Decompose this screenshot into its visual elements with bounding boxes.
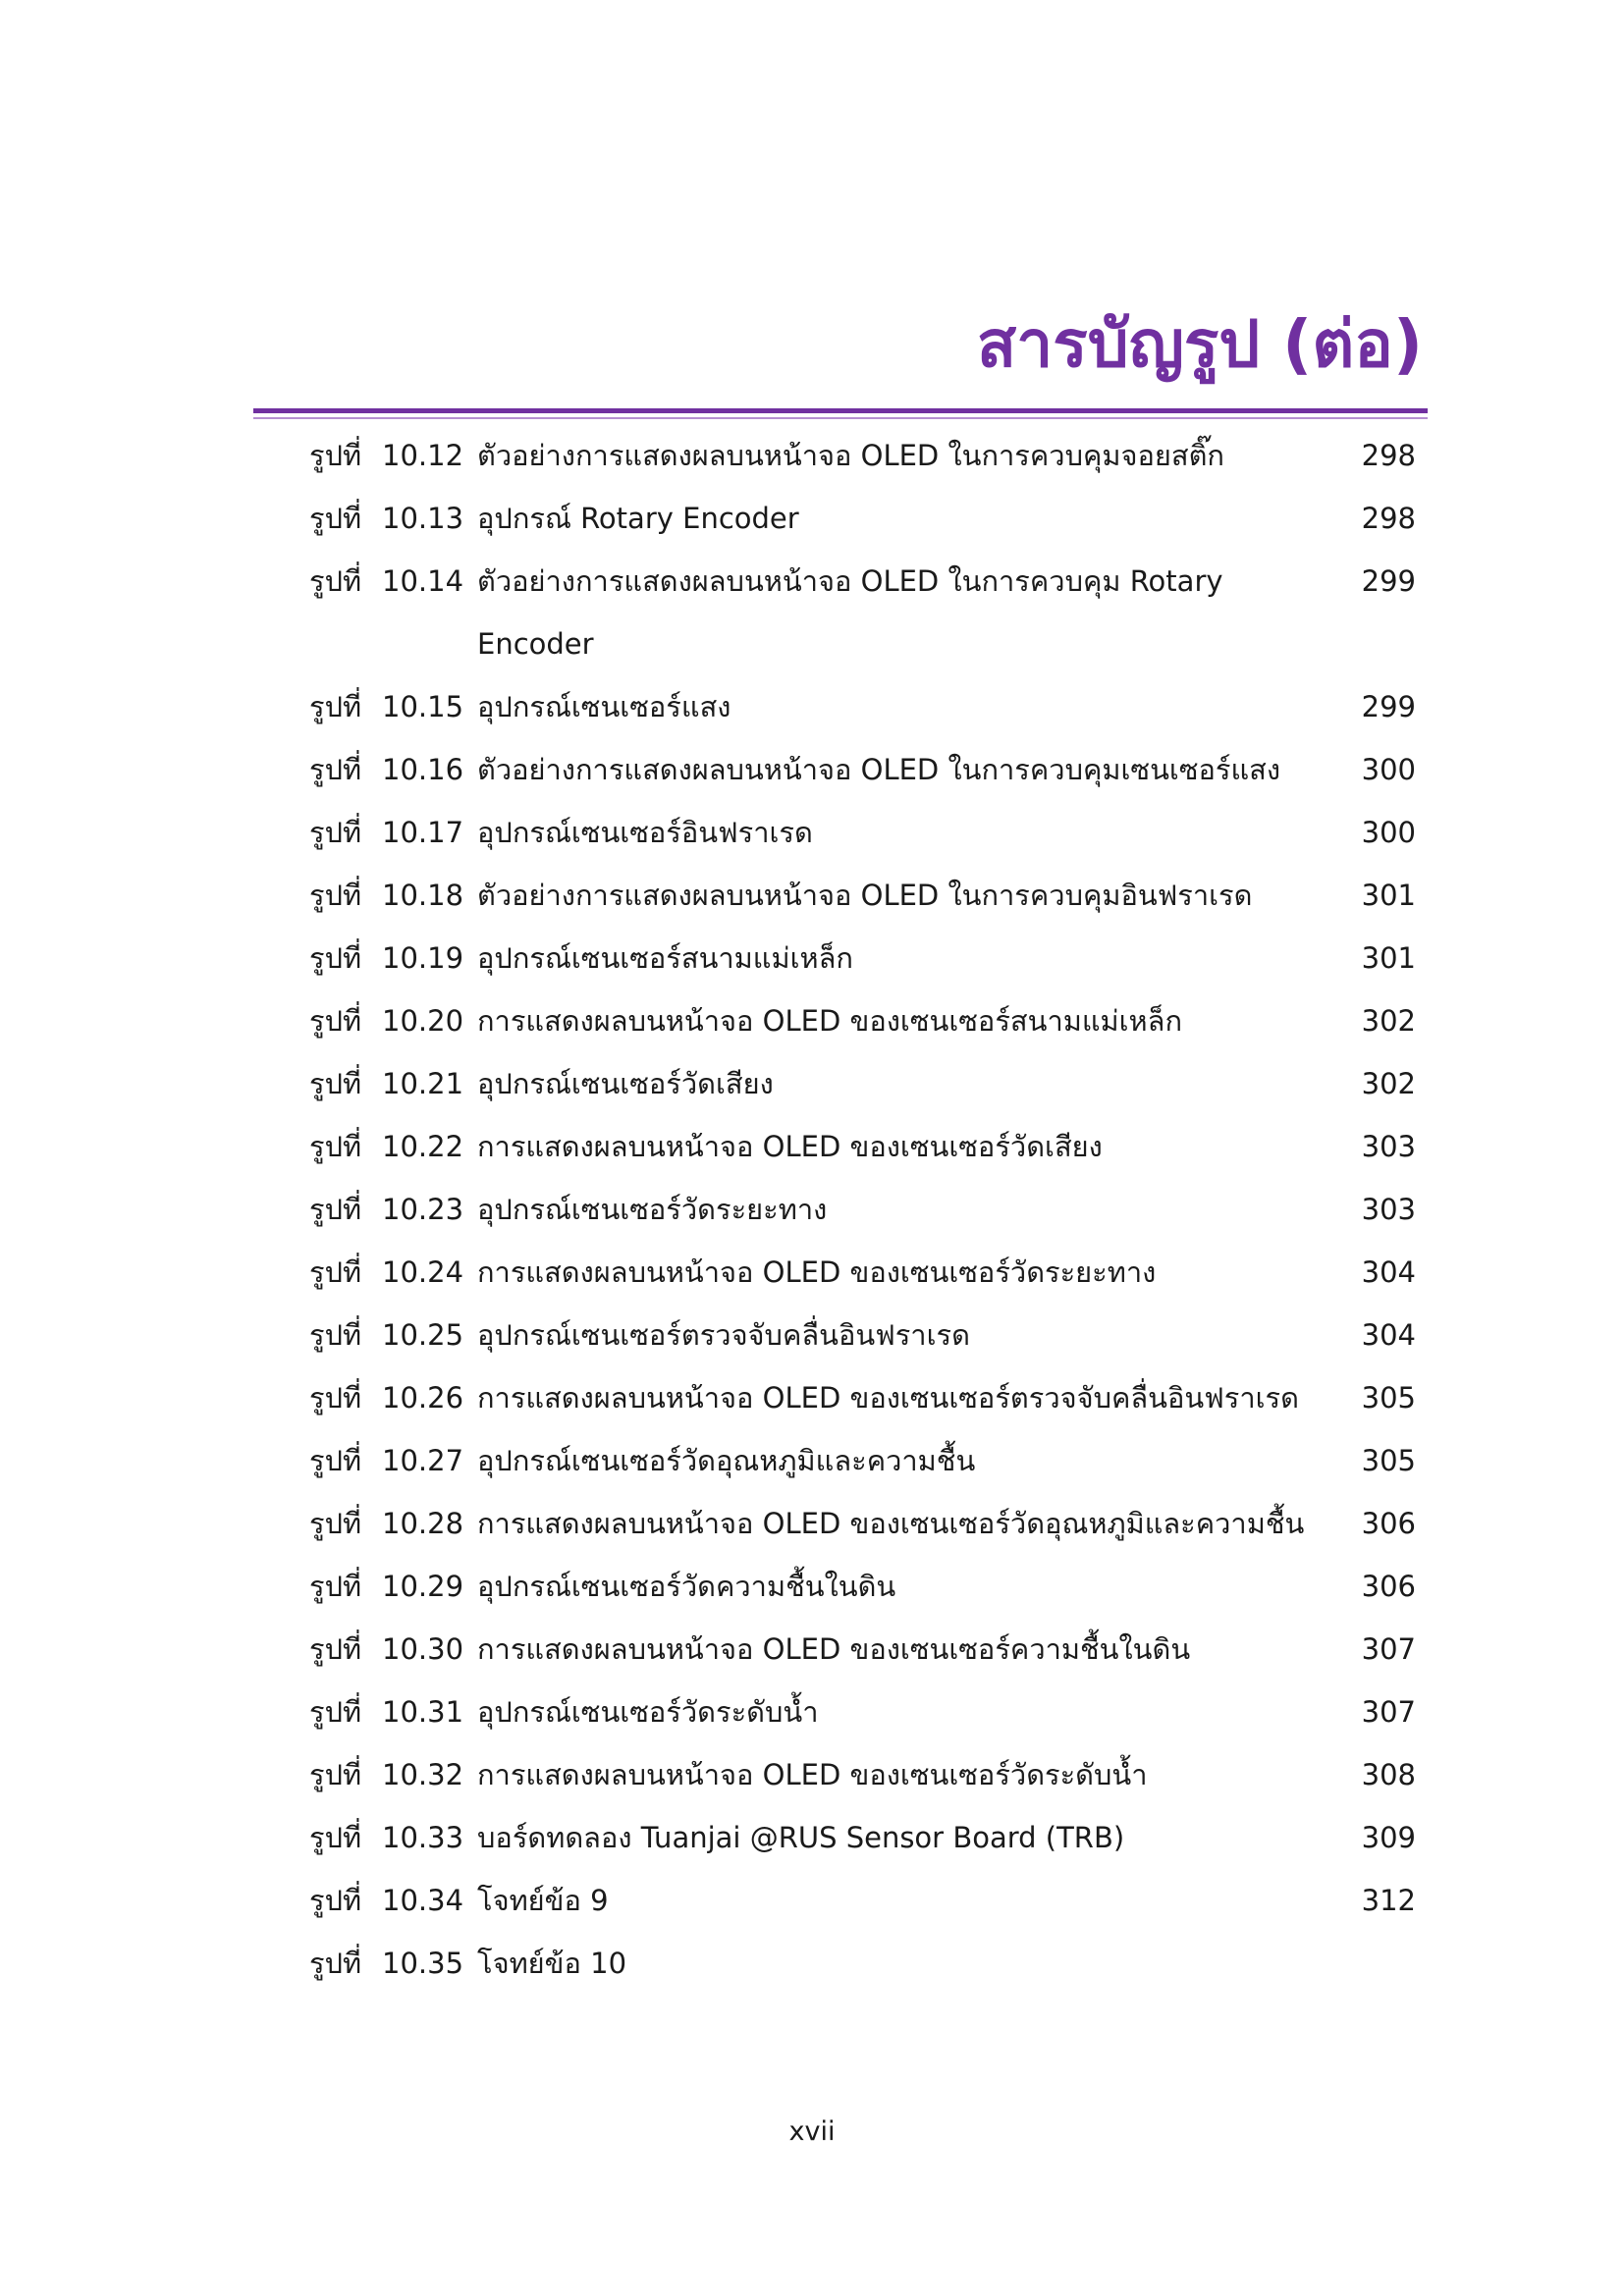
entry-line	[0, 801, 1624, 864]
figure-entry[interactable]	[0, 989, 1624, 1052]
figure-title: โจทย์ข้อ 10	[477, 1947, 627, 1980]
figure-number: 10.35	[382, 1947, 464, 1980]
entry-line	[0, 1429, 1624, 1492]
figure-title: อุปกรณ์เซนเซอร์วัดอุณหภูมิและความชื้น	[477, 1444, 976, 1477]
figure-page-number: 304	[1361, 1255, 1416, 1289]
figure-page-number: 303	[1361, 1130, 1416, 1163]
figure-page-number: 304	[1361, 1318, 1416, 1352]
figure-title: การแสดงผลบนหน้าจอ OLED ของเซนเซอร์วัดระดับน้ำ	[477, 1758, 1148, 1791]
figure-title: การแสดงผลบนหน้าจอ OLED ของเซนเซอร์ตรวจจับคลื่นอินฟราเรด	[477, 1381, 1299, 1415]
figure-page-number: 305	[1361, 1444, 1416, 1477]
figure-number: 10.25	[382, 1318, 464, 1352]
figure-prefix: รูปที่	[309, 1632, 362, 1666]
figure-title: ตัวอย่างการแสดงผลบนหน้าจอ OLED ในการควบคุมอินฟราเรด	[477, 879, 1253, 912]
figure-page-number: 301	[1361, 941, 1416, 975]
figure-entry[interactable]	[0, 927, 1624, 989]
figure-page-number: 307	[1361, 1632, 1416, 1666]
entry-line	[0, 1932, 1624, 1995]
figure-prefix: รูปที่	[309, 1821, 362, 1854]
figure-page-number: 306	[1361, 1570, 1416, 1603]
figure-page-number: 308	[1361, 1758, 1416, 1791]
figure-page-number: 302	[1361, 1004, 1416, 1038]
figure-entry[interactable]	[0, 1052, 1624, 1115]
figure-number: 10.32	[382, 1758, 464, 1791]
title-underline-thin	[253, 417, 1428, 419]
figure-number: 10.13	[382, 502, 464, 535]
figure-title: อุปกรณ์เซนเซอร์อินฟราเรด	[477, 816, 813, 849]
entry-line	[0, 1178, 1624, 1241]
figure-number: 10.24	[382, 1255, 464, 1289]
figure-entry[interactable]	[0, 1429, 1624, 1492]
figure-entry[interactable]	[0, 1806, 1624, 1869]
figure-entry[interactable]	[0, 1681, 1624, 1743]
figure-entry[interactable]	[0, 1492, 1624, 1555]
entry-line	[0, 1052, 1624, 1115]
figure-page-number: 309	[1361, 1821, 1416, 1854]
figure-prefix: รูปที่	[309, 1255, 362, 1289]
figure-title: อุปกรณ์เซนเซอร์วัดความชื้นในดิน	[477, 1570, 896, 1603]
entry-line	[0, 1555, 1624, 1618]
figure-title: การแสดงผลบนหน้าจอ OLED ของเซนเซอร์วัดอุณหภูมิและความชื้น	[477, 1507, 1305, 1540]
figure-page-number: 307	[1361, 1695, 1416, 1729]
entry-line	[0, 1304, 1624, 1366]
figure-page-number: 306	[1361, 1507, 1416, 1540]
figure-title: การแสดงผลบนหน้าจอ OLED ของเซนเซอร์วัดระยะทาง	[477, 1255, 1157, 1289]
figure-page-number: 298	[1361, 439, 1416, 472]
figure-title: อุปกรณ์ Rotary Encoder	[477, 502, 799, 535]
figure-prefix: รูปที่	[309, 1130, 362, 1163]
figure-number: 10.19	[382, 941, 464, 975]
entry-line	[0, 550, 1624, 613]
figure-title: อุปกรณ์เซนเซอร์วัดระยะทาง	[477, 1193, 828, 1226]
figure-title: อุปกรณ์เซนเซอร์แสง	[477, 690, 731, 723]
figure-title: การแสดงผลบนหน้าจอ OLED ของเซนเซอร์วัดเสียง	[477, 1130, 1103, 1163]
figure-entry[interactable]	[0, 1241, 1624, 1304]
figure-number: 10.12	[382, 439, 464, 472]
figure-number: 10.20	[382, 1004, 464, 1038]
entry-line	[0, 1492, 1624, 1555]
figure-page-number: 299	[1361, 690, 1416, 723]
entry-line	[0, 1869, 1624, 1932]
figure-title: การแสดงผลบนหน้าจอ OLED ของเซนเซอร์สนามแม่เหล็ก	[477, 1004, 1183, 1038]
entry-line	[0, 1681, 1624, 1743]
figure-prefix: รูปที่	[309, 1884, 362, 1917]
figure-title: ตัวอย่างการแสดงผลบนหน้าจอ OLED ในการควบคุม Rotary	[477, 564, 1223, 598]
figure-prefix: รูปที่	[309, 1318, 362, 1352]
figure-number: 10.27	[382, 1444, 464, 1477]
figure-entry[interactable]	[0, 738, 1624, 801]
entry-line	[0, 424, 1624, 487]
figure-number: 10.22	[382, 1130, 464, 1163]
figure-prefix: รูปที่	[309, 753, 362, 786]
figure-page-number: 303	[1361, 1193, 1416, 1226]
figure-title: การแสดงผลบนหน้าจอ OLED ของเซนเซอร์ความชื้นในดิน	[477, 1632, 1191, 1666]
entry-line	[0, 989, 1624, 1052]
figure-title: อุปกรณ์เซนเซอร์ตรวจจับคลื่นอินฟราเรด	[477, 1318, 970, 1352]
page-title: สารบัญรูป (ต่อ)	[976, 306, 1423, 382]
figure-prefix: รูปที่	[309, 564, 362, 598]
entry-line	[0, 1241, 1624, 1304]
figure-number: 10.30	[382, 1632, 464, 1666]
figure-number: 10.31	[382, 1695, 464, 1729]
entry-continuation-line	[0, 613, 1624, 675]
figure-title: อุปกรณ์เซนเซอร์วัดระดับน้ำ	[477, 1695, 819, 1729]
figure-prefix: รูปที่	[309, 1570, 362, 1603]
figure-page-number: 312	[1361, 1884, 1416, 1917]
figure-number: 10.18	[382, 879, 464, 912]
figure-entry[interactable]	[0, 864, 1624, 927]
figure-entry[interactable]	[0, 1366, 1624, 1429]
figure-number: 10.34	[382, 1884, 464, 1917]
figure-prefix: รูปที่	[309, 1507, 362, 1540]
figure-prefix: รูปที่	[309, 1695, 362, 1729]
entry-line	[0, 864, 1624, 927]
figure-entry[interactable]	[0, 424, 1624, 487]
figure-list	[0, 424, 1624, 1995]
figure-prefix: รูปที่	[309, 1193, 362, 1226]
entry-line	[0, 1618, 1624, 1681]
figure-page-number: 302	[1361, 1067, 1416, 1100]
figure-number: 10.17	[382, 816, 464, 849]
figure-page-number: 299	[1361, 564, 1416, 598]
figure-entry[interactable]	[0, 1178, 1624, 1241]
entry-line	[0, 1806, 1624, 1869]
figure-entry[interactable]	[0, 1869, 1624, 1932]
figure-number: 10.14	[382, 564, 464, 598]
figure-entry[interactable]	[0, 1932, 1624, 1995]
figure-title: อุปกรณ์เซนเซอร์วัดเสียง	[477, 1067, 774, 1100]
entry-line	[0, 1115, 1624, 1178]
figure-prefix: รูปที่	[309, 1004, 362, 1038]
figure-entry[interactable]	[0, 1555, 1624, 1618]
figure-page-number: 300	[1361, 816, 1416, 849]
figure-page-number: 305	[1361, 1381, 1416, 1415]
figure-prefix: รูปที่	[309, 1444, 362, 1477]
figure-prefix: รูปที่	[309, 816, 362, 849]
entry-line	[0, 927, 1624, 989]
figure-page-number: 300	[1361, 753, 1416, 786]
figure-number: 10.15	[382, 690, 464, 723]
figure-title: บอร์ดทดลอง Tuanjai @RUS Sensor Board (TRB)	[477, 1821, 1125, 1854]
figure-entry[interactable]	[0, 675, 1624, 738]
figure-title: โจทย์ข้อ 9	[477, 1884, 609, 1917]
figure-prefix: รูปที่	[309, 879, 362, 912]
figure-number: 10.26	[382, 1381, 464, 1415]
entry-line	[0, 738, 1624, 801]
figure-title: อุปกรณ์เซนเซอร์สนามแม่เหล็ก	[477, 941, 853, 975]
figure-prefix: รูปที่	[309, 502, 362, 535]
page-number: xvii	[788, 2116, 836, 2147]
figure-prefix: รูปที่	[309, 1381, 362, 1415]
figure-prefix: รูปที่	[309, 1067, 362, 1100]
figure-title: ตัวอย่างการแสดงผลบนหน้าจอ OLED ในการควบคุมเซนเซอร์แสง	[477, 753, 1281, 786]
figure-entry[interactable]	[0, 1618, 1624, 1681]
figure-title: Encoder	[477, 627, 594, 661]
figure-number: 10.23	[382, 1193, 464, 1226]
figure-prefix: รูปที่	[309, 941, 362, 975]
figure-number: 10.21	[382, 1067, 464, 1100]
figure-number: 10.28	[382, 1507, 464, 1540]
entry-line	[0, 1366, 1624, 1429]
figure-entry[interactable]	[0, 487, 1624, 550]
figure-number: 10.16	[382, 753, 464, 786]
figure-prefix: รูปที่	[309, 439, 362, 472]
figure-prefix: รูปที่	[309, 1947, 362, 1980]
figure-entry[interactable]	[0, 550, 1624, 675]
figure-title: ตัวอย่างการแสดงผลบนหน้าจอ OLED ในการควบคุมจอยสติ๊ก	[477, 439, 1224, 472]
figure-entry[interactable]	[0, 1115, 1624, 1178]
figure-entry[interactable]	[0, 1743, 1624, 1806]
entry-line	[0, 487, 1624, 550]
entry-line	[0, 1743, 1624, 1806]
figure-entry[interactable]	[0, 1304, 1624, 1366]
figure-page-number: 301	[1361, 879, 1416, 912]
title-underline-thick	[253, 408, 1428, 413]
figure-page-number: 298	[1361, 502, 1416, 535]
figure-prefix: รูปที่	[309, 690, 362, 723]
figure-prefix: รูปที่	[309, 1758, 362, 1791]
figure-number: 10.33	[382, 1821, 464, 1854]
figure-number: 10.29	[382, 1570, 464, 1603]
figure-entry[interactable]	[0, 801, 1624, 864]
entry-line	[0, 675, 1624, 738]
